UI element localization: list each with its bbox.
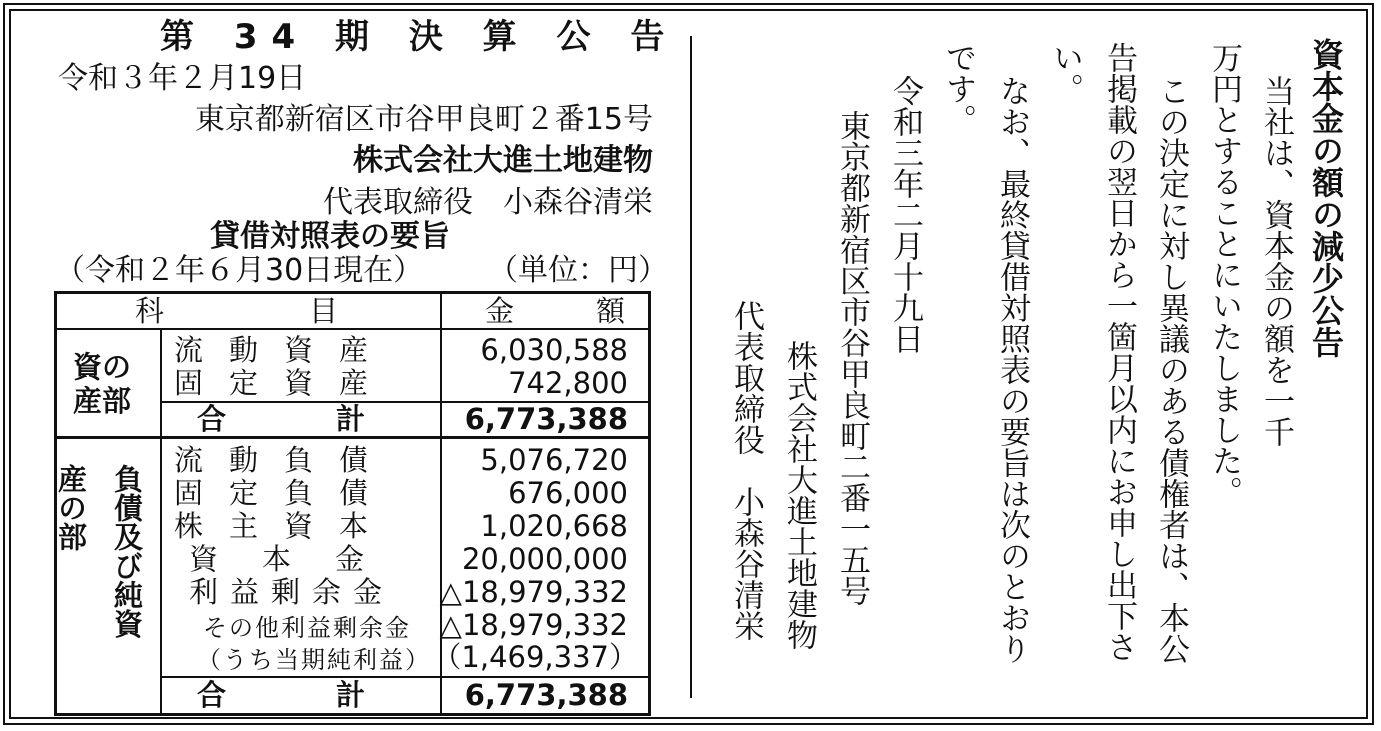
- notice-p1-line1: 当社は、資本金の額を一千: [1258, 75, 1294, 447]
- asset-amount-fixed: 742,800: [508, 366, 628, 400]
- equity-label-shareholders: 株主資本: [174, 509, 395, 543]
- notice-address: 東京都新宿区市谷甲良町二番一五号: [834, 110, 870, 606]
- equity-label-other-retained: その他利益剰余金: [203, 614, 411, 642]
- header-divider: [57, 328, 648, 330]
- unit-label: （単位：円）: [488, 253, 668, 288]
- section-column-divider: [160, 330, 162, 713]
- notice-p2-line2: 告掲載の翌日から一箇月以内にお申し出下さ: [1101, 42, 1137, 662]
- equity-label-net-income: （うち当期純利益）: [197, 646, 431, 674]
- liab-label-current: 流動負債: [174, 443, 395, 477]
- as-of-date: （令和２年６月30日現在）: [55, 253, 424, 288]
- liab-amount-fixed: 676,000: [508, 476, 628, 510]
- equity-amount-other-retained: △18,979,332: [439, 608, 628, 642]
- notice-date: 令和三年二月十九日: [887, 75, 923, 354]
- equity-amount-retained: △18,979,332: [439, 575, 628, 609]
- notice-p3-line1: なお、最終貸借対照表の要旨は次のとおり: [994, 75, 1030, 664]
- statement-title: 第 34 期 決 算 公 告: [160, 17, 679, 57]
- company-address: 東京都新宿区市谷甲良町２番15号: [194, 102, 653, 137]
- equity-label-retained: 利益剰余金: [189, 575, 395, 609]
- balance-sheet-title: 貸借対照表の要旨: [210, 219, 450, 254]
- liabilities-section-label: 負債及び純資産の部: [54, 464, 144, 638]
- header-amount: 金 額: [485, 294, 634, 328]
- asset-label-fixed: 固定資産: [174, 366, 395, 400]
- liab-amount-current: 5,076,720: [480, 443, 628, 477]
- asset-label-current: 流動資産: [174, 333, 395, 367]
- liab-total-amount: 6,773,388: [464, 678, 628, 712]
- notice-title: 資本金の額の減少公告: [1307, 38, 1345, 358]
- assets-total-amount: 6,773,388: [464, 402, 628, 436]
- assets-total-label: 合計: [197, 402, 476, 436]
- equity-label-capital: 資本金: [189, 542, 409, 576]
- liab-total-label: 合計: [197, 678, 476, 712]
- notice-representative: 代表取締役 小森谷清栄: [728, 300, 764, 641]
- representative: 代表取締役 小森谷清栄: [323, 185, 653, 220]
- notice-p2-line3: い。: [1047, 42, 1083, 104]
- notice-p2-line1: この決定に対し異議のある債権者は、本公: [1153, 75, 1189, 664]
- assets-section-label: 資の産部: [73, 350, 132, 418]
- company-name: 株式会社大進土地建物: [353, 143, 653, 178]
- header-item: 科 目: [135, 294, 339, 328]
- section-divider: [57, 436, 648, 439]
- asset-amount-current: 6,030,588: [480, 333, 628, 367]
- liab-label-fixed: 固定負債: [174, 476, 395, 510]
- equity-amount-shareholders: 1,020,668: [480, 509, 628, 543]
- equity-amount-capital: 20,000,000: [461, 542, 628, 576]
- notice-p3-line2: です。: [940, 42, 976, 135]
- statement-date: 令和３年２月19日: [58, 61, 307, 96]
- balance-sheet-table: [54, 291, 651, 716]
- notice-p1-line2: 万円とすることにいたしました。: [1206, 42, 1242, 507]
- column-separator: [690, 36, 692, 698]
- equity-amount-net-income: （1,469,337）: [432, 640, 638, 674]
- notice-company: 株式会社大進土地建物: [781, 340, 817, 650]
